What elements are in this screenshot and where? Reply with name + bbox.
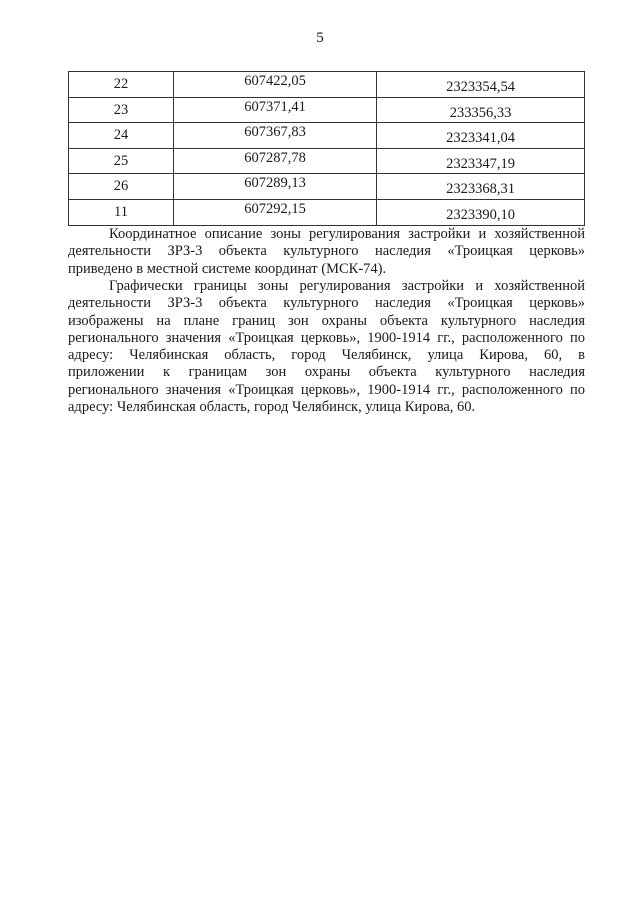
x-coordinate-cell: 607367,83: [174, 123, 377, 149]
x-coordinate-cell: 607371,41: [174, 97, 377, 123]
point-number-cell: 24: [69, 123, 174, 149]
coordinates-table: [68, 71, 585, 226]
paragraph-graphic-boundaries: [68, 278, 585, 416]
y-coordinate-cell: 233356,33: [377, 97, 585, 123]
page-number: 5: [316, 30, 324, 46]
y-coordinate-cell: 2323368,31: [377, 174, 585, 200]
paragraph-line: Координатное описание зоны регулирования застройки и хозяйственной: [109, 226, 585, 242]
paragraph-line: регионального значения «Троицкая церковь», 1900-1914 гг., расположенного по: [68, 381, 585, 398]
table-row: [69, 72, 585, 98]
table-row: [69, 123, 585, 149]
y-coordinate-cell: 2323341,04: [377, 123, 585, 149]
point-number-cell: 26: [69, 174, 174, 200]
y-coordinate-cell: 2323390,10: [377, 199, 585, 225]
y-coordinate-cell: 2323347,19: [377, 148, 585, 174]
table-row: [69, 148, 585, 174]
point-number-cell: 25: [69, 148, 174, 174]
point-number-cell: 11: [69, 199, 174, 225]
paragraph-line: приведено в местной системе координат (МСК-74).: [68, 260, 387, 277]
paragraph-line: деятельности ЗРЗ-3 объекта культурного наследия «Троицкая церковь»: [68, 243, 585, 260]
x-coordinate-cell: 607292,15: [174, 199, 377, 225]
table-row: [69, 199, 585, 225]
point-number-cell: 22: [69, 72, 174, 98]
y-coordinate-cell: 2323354,54: [377, 72, 585, 98]
x-coordinate-cell: 607422,05: [174, 72, 377, 98]
table-row: [69, 97, 585, 123]
paragraph-line: адресу: Челябинская область, город Челябинск, улица Кирова, 60.: [68, 399, 476, 416]
x-coordinate-cell: 607289,13: [174, 174, 377, 200]
paragraph-line: адресу: Челябинская область, город Челябинск, улица Кирова, 60, в: [68, 347, 585, 364]
coordinates-table-body: [69, 72, 585, 226]
paragraph-line: регионального значения «Троицкая церковь», 1900-1914 гг., расположенного по: [68, 329, 585, 346]
x-coordinate-cell: 607287,78: [174, 148, 377, 174]
table-row: [69, 174, 585, 200]
paragraph-line: деятельности ЗРЗ-3 объекта культурного наследия «Троицкая церковь»: [68, 295, 585, 312]
paragraph-coordinate-description: [68, 226, 585, 278]
paragraph-line: приложении к границам зон охраны объекта культурного наследия: [68, 364, 585, 381]
point-number-cell: 23: [69, 97, 174, 123]
paragraph-line: Графически границы зоны регулирования застройки и хозяйственной: [109, 278, 585, 294]
paragraph-line: изображены на плане границ зон охраны объекта культурного наследия: [68, 312, 585, 329]
